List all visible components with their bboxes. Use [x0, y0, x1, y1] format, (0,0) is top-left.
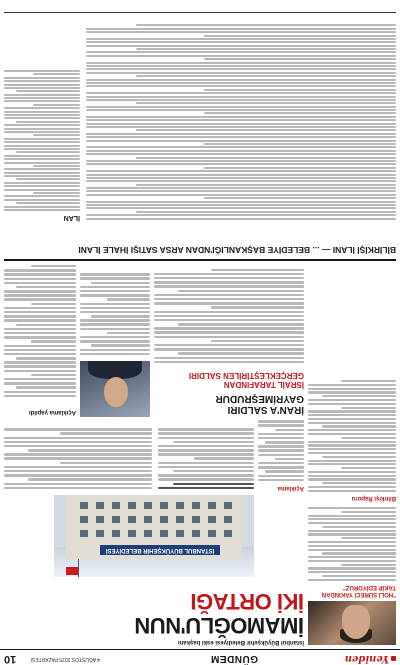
- brand-logo: [345, 653, 396, 664]
- lead-text-column-1: [258, 418, 304, 483]
- page-header: [0, 649, 400, 665]
- left-column: [308, 265, 396, 645]
- lead-subhead: Açıklama: [277, 485, 304, 491]
- headline-line-2: İKİ ORTAĞI: [190, 589, 304, 614]
- headline-line-1: İMAMOĞLU'NUN: [134, 613, 304, 638]
- lead-kicker: İstanbul Büyükşehir Belediyesi eski başkanı: [177, 639, 304, 645]
- small-photo: [308, 601, 396, 645]
- side-notice: [4, 69, 80, 221]
- building-sign: İSTANBUL BÜYÜKŞEHİR BELEDİYESİ: [100, 545, 220, 555]
- side-headline: "HOLİ SÜRECİ YAKINDAN TAKİP EDİYORUZ": [321, 584, 396, 597]
- right-text-column: [4, 263, 76, 399]
- side-subheadline: Bilirkişi Raporu: [351, 494, 396, 501]
- brand-name: Yeniden: [344, 653, 389, 664]
- middle-text-column: [80, 271, 150, 357]
- page-number: 10: [4, 653, 17, 665]
- brand-mark-icon: [391, 656, 396, 661]
- lead-headline: [4, 589, 304, 637]
- portrait-caption: Açıklama yapıldı: [28, 409, 76, 415]
- lead-text-column-3: [4, 426, 152, 491]
- issue-date: 4 AĞUSTOS 2025 PAZARTESİ: [30, 656, 100, 662]
- flag-icon: [66, 567, 78, 575]
- notice-title: BİLİRKİŞİ İLANI — ... BELEDİYE BAŞKANLIĞI'NDAN ARSA SATIŞI İHALE İLANI: [78, 245, 396, 255]
- second-headline: İRAN'A SALDIRI GAYRİMEŞRUDUR: [215, 393, 304, 415]
- portrait-photo: [80, 361, 150, 417]
- building-photo: [54, 495, 254, 577]
- page-footer: [4, 2, 396, 13]
- notice-body: [86, 23, 396, 221]
- section-divider: [4, 260, 396, 262]
- side-notice-title: İLAN: [63, 214, 80, 221]
- section-title: GÜNDEM: [210, 653, 258, 664]
- second-subheadline: İSRAİL TARAFINDAN GERÇEKLEŞTİRİLEN SALDIRI: [188, 371, 304, 389]
- second-text-column: [154, 267, 304, 365]
- lead-text-column-2: [158, 426, 254, 491]
